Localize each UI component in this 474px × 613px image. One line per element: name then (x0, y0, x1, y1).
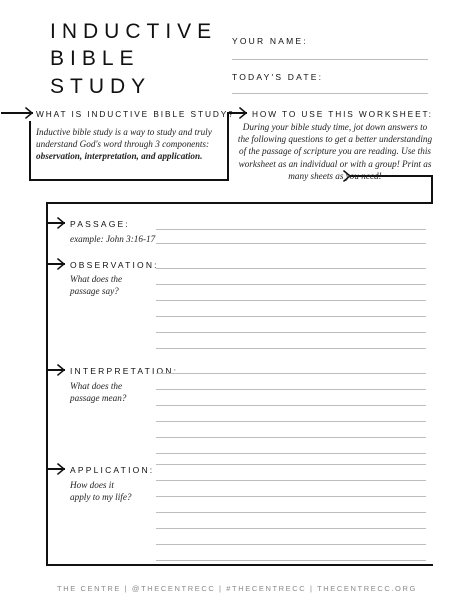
title-line-2: BIBLE (50, 47, 140, 70)
passage-label: PASSAGE: (70, 219, 130, 229)
observation-line[interactable] (156, 348, 426, 349)
interpretation-line[interactable] (156, 373, 426, 374)
observation-line[interactable] (156, 316, 426, 317)
interpretation-line[interactable] (156, 421, 426, 422)
application-hint-2: apply to my life? (70, 492, 132, 502)
passage-hint: example: John 3:16-17 (70, 234, 156, 244)
application-line[interactable] (156, 496, 426, 497)
interpretation-label: INTERPRETATION: (70, 366, 179, 376)
your-name-label: YOUR NAME: (232, 36, 308, 46)
title-line-1: INDUCTIVE (50, 20, 218, 43)
observation-hint-2: passage say? (70, 286, 119, 296)
what-is-body-lead: Inductive bible study is a way to study and truly understand God's word through 3 components: (36, 127, 212, 150)
title-line-3: STUDY (50, 75, 152, 98)
footer-text: THE CENTRE | @THECENTRECC | #THECENTRECC | THECENTRECC.ORG (57, 584, 417, 593)
interpretation-line[interactable] (156, 453, 426, 454)
application-label: APPLICATION: (70, 465, 155, 475)
interpretation-line[interactable] (156, 405, 426, 406)
how-to-body: During your bible study time, jot down answers to the following questions to get a better understanding of the passage of scripture you are reading. Use this worksheet as an individual or with a group! Print as many sheets as you need! (237, 122, 433, 181)
observation-line[interactable] (156, 332, 426, 333)
interpretation-hint-1: What does the (70, 381, 123, 391)
observation-label: OBSERVATION: (70, 260, 159, 270)
observation-line[interactable] (156, 268, 426, 269)
what-is-heading: WHAT IS INDUCTIVE BIBLE STUDY? (36, 109, 235, 119)
observation-line[interactable] (156, 284, 426, 285)
application-line[interactable] (156, 544, 426, 545)
passage-line-1[interactable] (156, 229, 426, 230)
observation-line[interactable] (156, 300, 426, 301)
observation-hint-1: What does the (70, 274, 123, 284)
passage-line-2[interactable] (156, 243, 426, 244)
application-line[interactable] (156, 560, 426, 561)
application-line[interactable] (156, 512, 426, 513)
what-is-body-bold: observation, interpretation, and application. (36, 151, 203, 162)
todays-date-label: TODAY'S DATE: (232, 72, 324, 82)
how-to-heading: HOW TO USE THIS WORKSHEET: (252, 109, 433, 119)
application-line[interactable] (156, 528, 426, 529)
application-line[interactable] (156, 480, 426, 481)
application-line[interactable] (156, 464, 426, 465)
interpretation-hint-2: passage mean? (70, 393, 127, 403)
interpretation-line[interactable] (156, 437, 426, 438)
what-is-body (36, 126, 222, 163)
interpretation-line[interactable] (156, 389, 426, 390)
application-hint-1: How does it (70, 480, 114, 490)
